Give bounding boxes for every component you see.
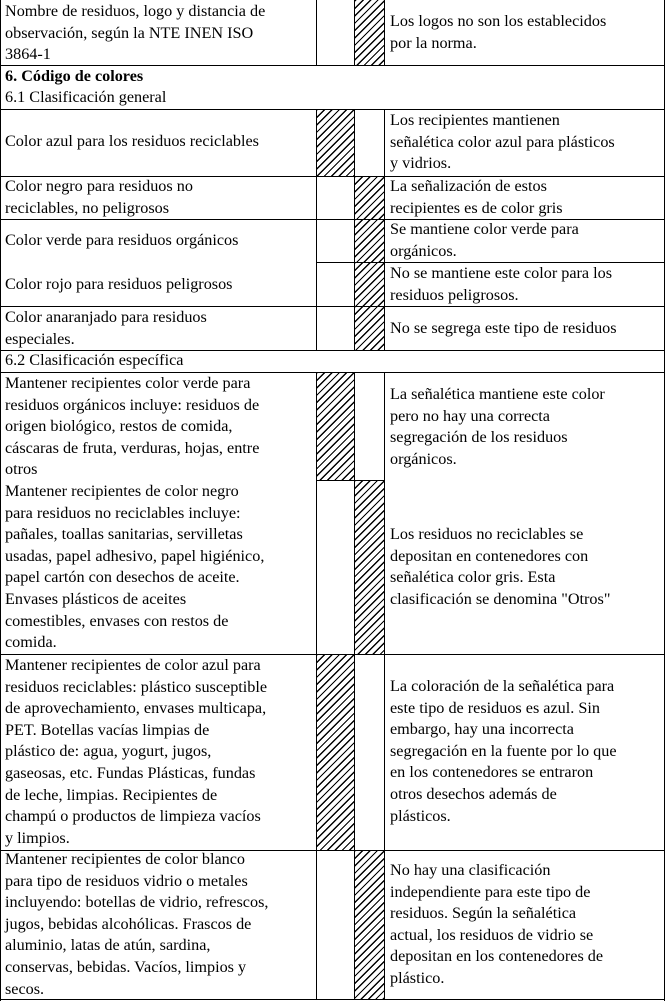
requirement-text: Mantener recipientes color verde para residuos orgánicos incluye: residuos de origen biológico, restos de comida, cáscaras de fruta, verduras, hojas, entre otros: [5, 374, 260, 479]
observation-text: Los residuos no reciclables se depositan en contenedores con señalética color gris. Esta clasificación se denomina "Otros": [390, 525, 611, 608]
col-line: [354, 372, 355, 1000]
observation-text: Los logos no son los establecidos por la norma.: [390, 12, 607, 52]
requirement-text: Color verde para residuos orgánicos: [5, 231, 239, 249]
col-line: [316, 0, 317, 65]
col-line: [354, 0, 355, 65]
requirement-text: Color azul para los residuos reciclables: [5, 132, 259, 150]
observation-text: Se mantiene color verde para orgánicos.: [390, 220, 579, 260]
col-line: [384, 109, 385, 350]
requirement-text: Color anaranjado para residuos especiales.: [5, 308, 207, 348]
observation-text: La señalética mantiene este color pero no hay una correcta segregación de los residuos orgánicos.: [390, 385, 605, 468]
hatch-cell-row-12: [317, 654, 354, 850]
hatch-cell-row-1: [355, 0, 384, 65]
observation-text: No hay una clasificación independiente para este tipo de residuos. Según la señalética actual, los residuos de vidrio se depositan en los contenedores de plástico.: [390, 861, 604, 987]
col-line: [354, 109, 355, 350]
hatch-cell-row-8: [355, 306, 384, 350]
hatch-cell-row-4: [317, 109, 354, 176]
section-heading: 6. Código de colores: [5, 67, 144, 85]
col-line: [384, 0, 385, 65]
col-line: [384, 372, 385, 1000]
hatch-cell-row-13: [355, 850, 384, 1000]
requirement-text: Mantener recipientes de color azul para residuos reciclables: plástico susceptible de aprovechamiento, envases multicapa, PET. Botellas vacías limpias de plástico de: agua, yogurt, jugos, gaseosas, etc. Fundas Plásticas, fundas de leche, limpias. Recipientes de champú o productos de limpieza vacíos y limpios.: [5, 656, 268, 847]
col-line: [316, 109, 317, 350]
row-line: [316, 480, 384, 481]
observation-text: Los recipientes mantienen señalética color azul para plásticos y vidrios.: [390, 111, 615, 173]
requirement-text: Nombre de residuos, logo y distancia de observación, según la NTE INEN ISO 3864-1: [5, 2, 266, 64]
requirement-text: Color negro para residuos no reciclables, no peligrosos: [5, 177, 193, 217]
col-line: [316, 372, 317, 1000]
subsection-heading: 6.1 Clasificación general: [5, 88, 167, 106]
observation-text: No se mantiene este color para los residuos peligrosos.: [390, 264, 613, 304]
requirement-text: Mantener recipientes de color negro para residuos no reciclables incluye: pañales, toallas sanitarias, servilletas usadas, papel adhesivo, papel higiénico, papel cartón con desechos de aceite. Envases plásticos de aceites comestibles, envases con restos de comida.: [5, 482, 265, 652]
hatch-cell-row-11: [355, 480, 384, 654]
hatch-cell-row-10: [317, 372, 354, 480]
requirement-text: Color rojo para residuos peligrosos: [5, 275, 233, 293]
observation-text: No se segrega este tipo de residuos: [390, 319, 617, 337]
subsection-heading: 6.2 Clasificación específica: [5, 351, 184, 369]
observation-text: La señalización de estos recipientes es de color gris: [390, 177, 563, 217]
hatch-cell-row-5: [355, 176, 384, 219]
hatch-cell-row-6: [355, 219, 384, 262]
observation-text: La coloración de la señalética para este tipo de residuos es azul. Sin embargo, hay una incorrecta segregación en la fuente por lo que en los contenedores se entraron otros desechos además de plásticos.: [390, 677, 617, 825]
hatch-cell-row-7: [355, 262, 384, 306]
requirement-text: Mantener recipientes de color blanco para tipo de residuos vidrio o metales incluyendo: botellas de vidrio, refrescos, jugos, bebidas alcohólicas. Frascos de aluminio, latas de atún, sardina, conservas, bebidas. Vacíos, limpios y secos.: [5, 850, 269, 998]
